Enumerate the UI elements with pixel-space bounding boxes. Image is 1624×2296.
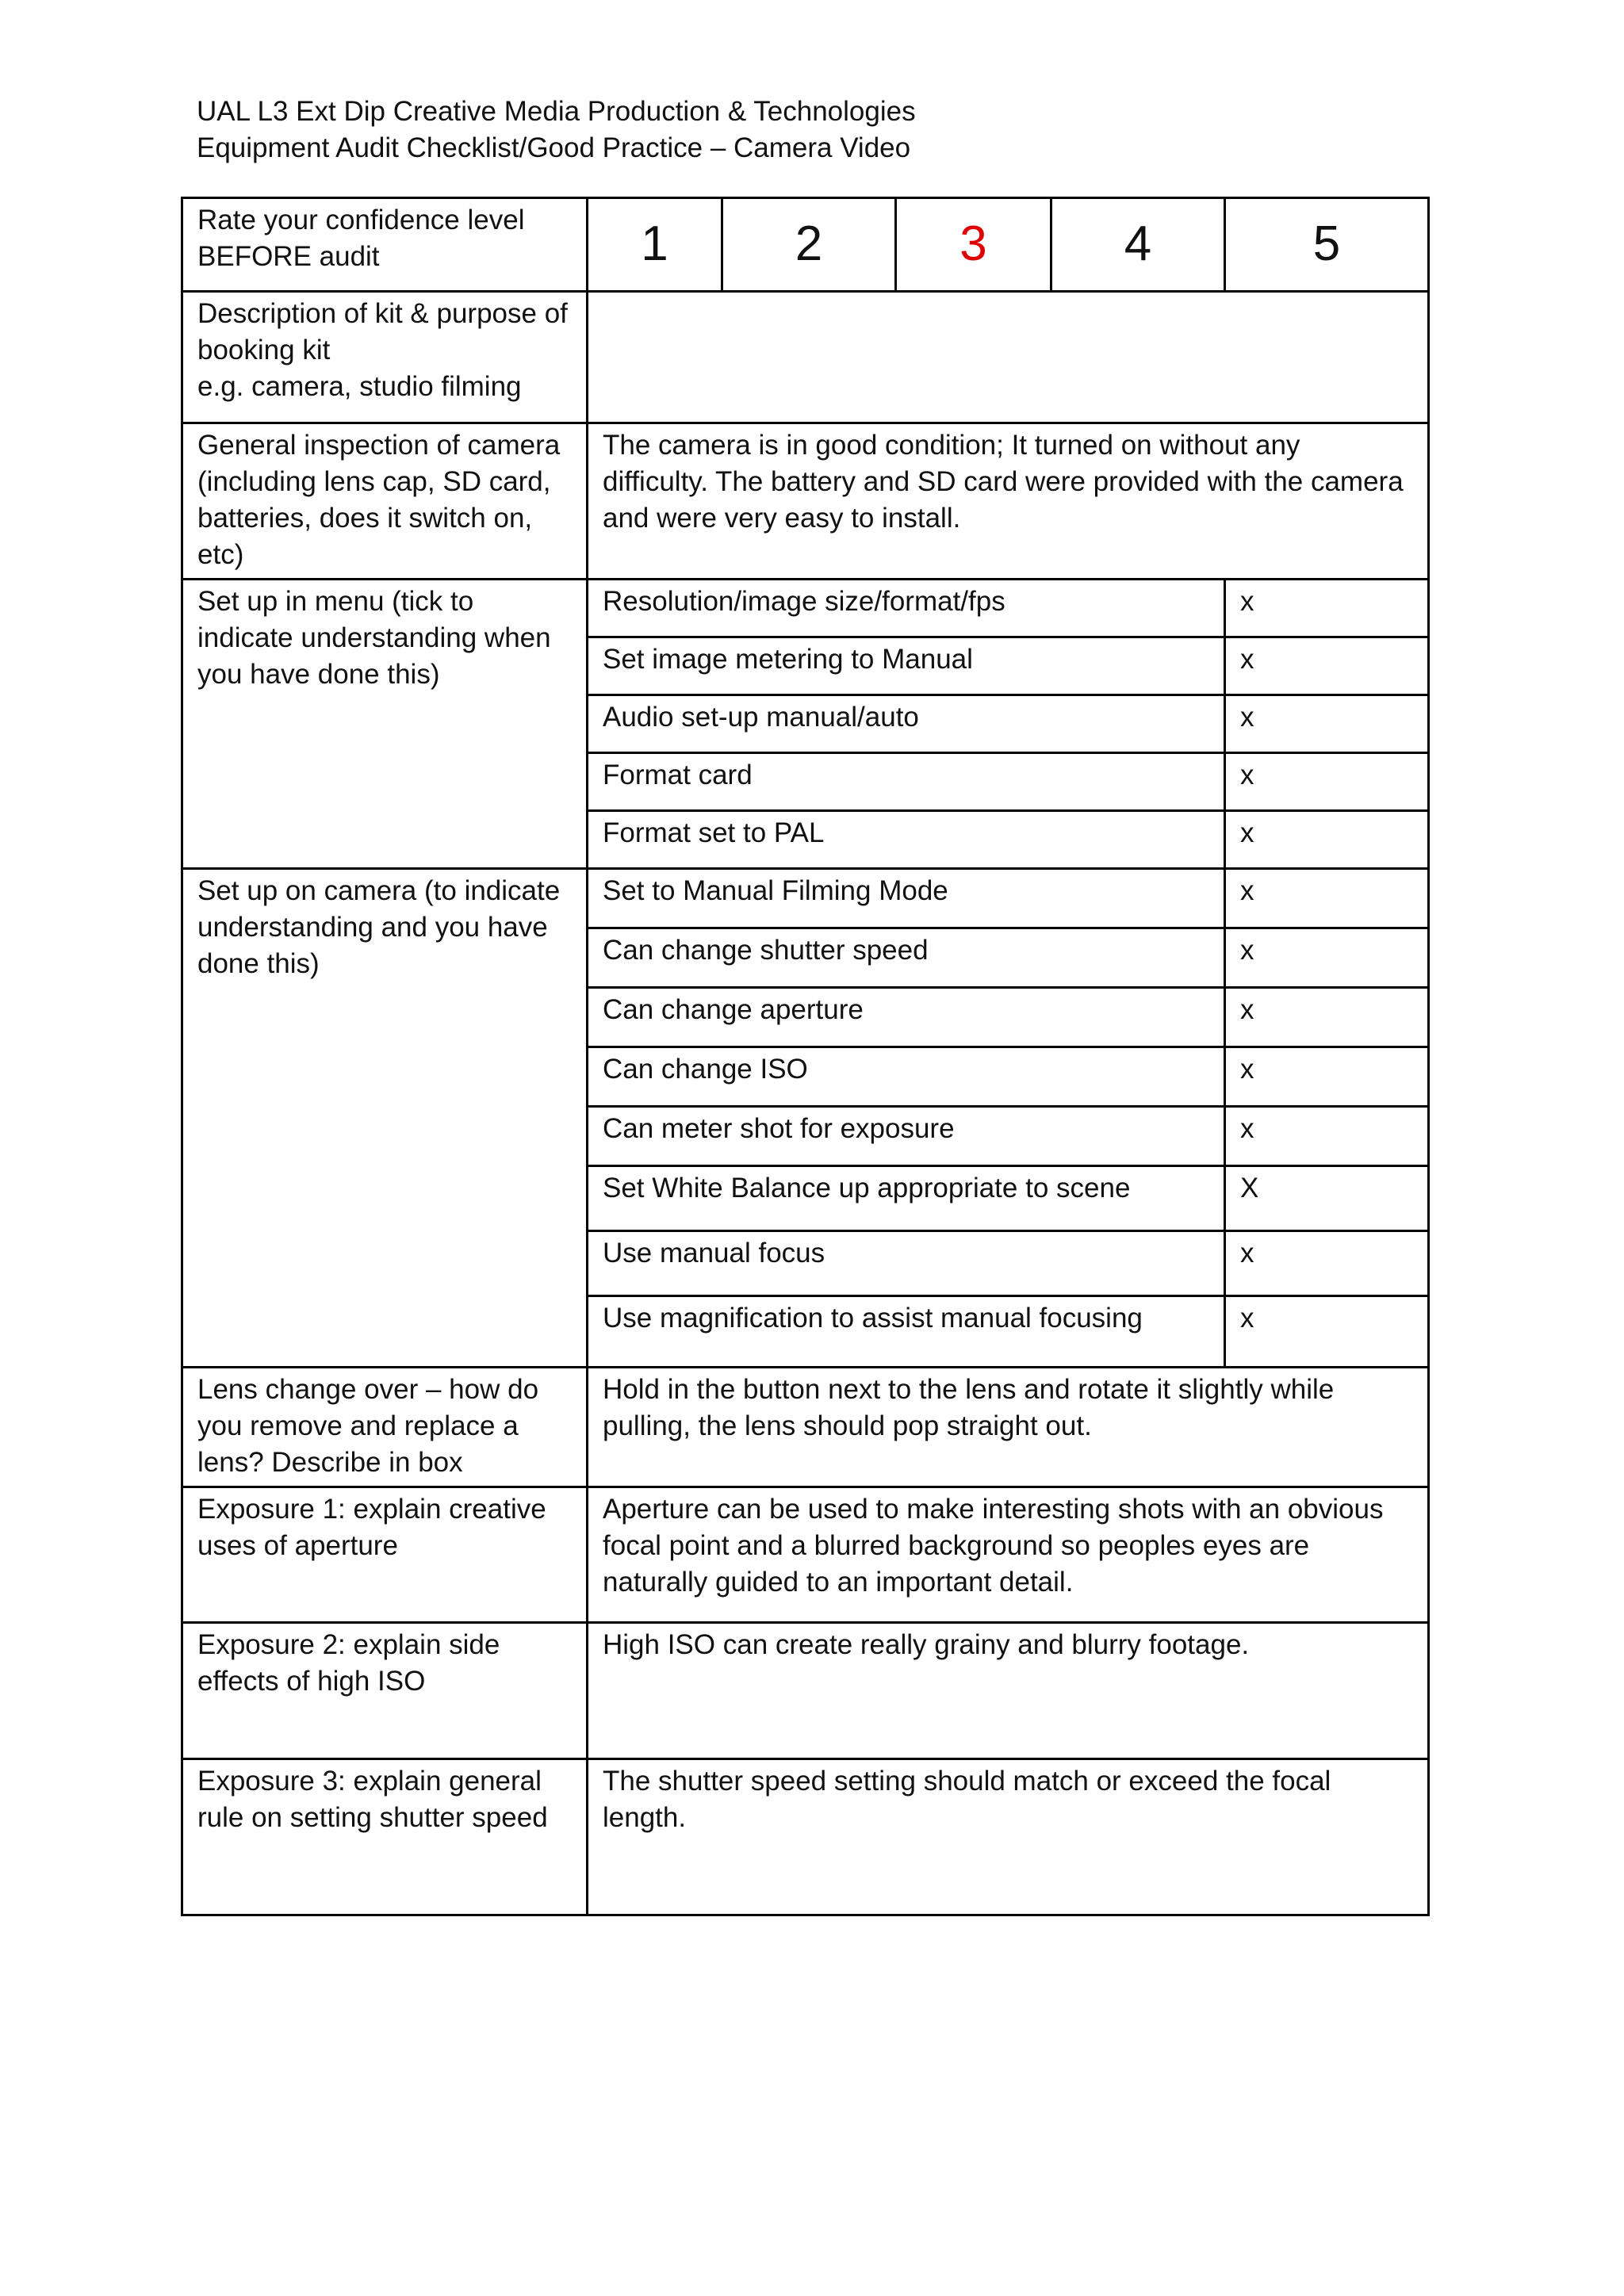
document-title: Equipment Audit Checklist/Good Practice – Camera Video <box>197 132 911 163</box>
camera-setup-item <box>182 869 1429 928</box>
menu-setup-task: Resolution/image size/format/fps <box>588 580 1225 637</box>
description-row <box>182 292 1429 423</box>
document-header <box>197 94 916 166</box>
camera-setup-task: Set White Balance up appropriate to scene <box>588 1166 1225 1231</box>
confidence-option-1[interactable]: 1 <box>588 198 722 292</box>
exposure1-label: Exposure 1: explain creative uses of aperture <box>182 1487 588 1623</box>
audit-table <box>181 197 1430 1916</box>
camera-setup-checkmark[interactable]: x <box>1225 1107 1429 1166</box>
menu-setup-checkmark[interactable]: x <box>1225 811 1429 869</box>
inspection-label: General inspection of camera (including lens cap, SD card, batteries, does it switch on, etc) <box>182 423 588 580</box>
camera-setup-task: Can change aperture <box>588 988 1225 1047</box>
confidence-option-3-selected[interactable]: 3 <box>896 198 1051 292</box>
camera-setup-checkmark[interactable]: x <box>1225 988 1429 1047</box>
menu-setup-item <box>182 580 1429 637</box>
menu-setup-label: Set up in menu (tick to indicate understanding when you have done this) <box>182 580 588 869</box>
exposure2-row <box>182 1623 1429 1759</box>
confidence-option-2[interactable]: 2 <box>722 198 896 292</box>
camera-setup-checkmark[interactable]: x <box>1225 928 1429 988</box>
menu-setup-checkmark[interactable]: x <box>1225 753 1429 811</box>
description-label-line-3: e.g. camera, studio filming <box>197 371 522 402</box>
menu-setup-checkmark[interactable]: x <box>1225 580 1429 637</box>
confidence-label: Rate your confidence level BEFORE audit <box>182 198 588 292</box>
lens-change-row <box>182 1368 1429 1487</box>
lens-change-answer[interactable]: Hold in the button next to the lens and rotate it slightly while pulling, the lens should pop straight out. <box>588 1368 1429 1487</box>
menu-setup-task: Set image metering to Manual <box>588 637 1225 695</box>
camera-setup-task: Can change ISO <box>588 1047 1225 1107</box>
inspection-row <box>182 423 1429 580</box>
confidence-option-5[interactable]: 5 <box>1225 198 1429 292</box>
confidence-row <box>182 198 1429 292</box>
exposure1-answer[interactable]: Aperture can be used to make interesting shots with an obvious focal point and a blurred background so peoples eyes are naturally guided to an important detail. <box>588 1487 1429 1623</box>
description-label <box>182 292 588 423</box>
camera-setup-task: Can change shutter speed <box>588 928 1225 988</box>
camera-setup-checkmark[interactable]: x <box>1225 869 1429 928</box>
camera-setup-task: Use manual focus <box>588 1231 1225 1296</box>
menu-setup-task: Audio set-up manual/auto <box>588 695 1225 753</box>
lens-change-label: Lens change over – how do you remove and replace a lens? Describe in box <box>182 1368 588 1487</box>
camera-setup-checkmark[interactable]: x <box>1225 1047 1429 1107</box>
camera-setup-task: Can meter shot for exposure <box>588 1107 1225 1166</box>
description-label-line-1: Description of kit & purpose of <box>197 298 568 329</box>
camera-setup-task: Use magnification to assist manual focusing <box>588 1296 1225 1368</box>
camera-setup-checkmark[interactable]: x <box>1225 1231 1429 1296</box>
exposure3-answer[interactable]: The shutter speed setting should match or exceed the focal length. <box>588 1759 1429 1915</box>
menu-setup-task: Format set to PAL <box>588 811 1225 869</box>
confidence-option-4[interactable]: 4 <box>1051 198 1225 292</box>
menu-setup-checkmark[interactable]: x <box>1225 695 1429 753</box>
camera-setup-checkmark[interactable]: x <box>1225 1296 1429 1368</box>
inspection-answer[interactable]: The camera is in good condition; It turned on without any difficulty. The battery and SD card were provided with the camera and were very easy to install. <box>588 423 1429 580</box>
menu-setup-task: Format card <box>588 753 1225 811</box>
camera-setup-label: Set up on camera (to indicate understanding and you have done this) <box>182 869 588 1368</box>
exposure3-label: Exposure 3: explain general rule on setting shutter speed <box>182 1759 588 1915</box>
exposure1-row <box>182 1487 1429 1623</box>
exposure3-row <box>182 1759 1429 1915</box>
description-label-line-2: booking kit <box>197 335 331 365</box>
exposure2-answer[interactable]: High ISO can create really grainy and blurry footage. <box>588 1623 1429 1759</box>
menu-setup-checkmark[interactable]: x <box>1225 637 1429 695</box>
camera-setup-checkmark[interactable]: X <box>1225 1166 1429 1231</box>
description-answer[interactable] <box>588 292 1429 423</box>
camera-setup-task: Set to Manual Filming Mode <box>588 869 1225 928</box>
exposure2-label: Exposure 2: explain side effects of high ISO <box>182 1623 588 1759</box>
course-title: UAL L3 Ext Dip Creative Media Production & Technologies <box>197 96 916 127</box>
